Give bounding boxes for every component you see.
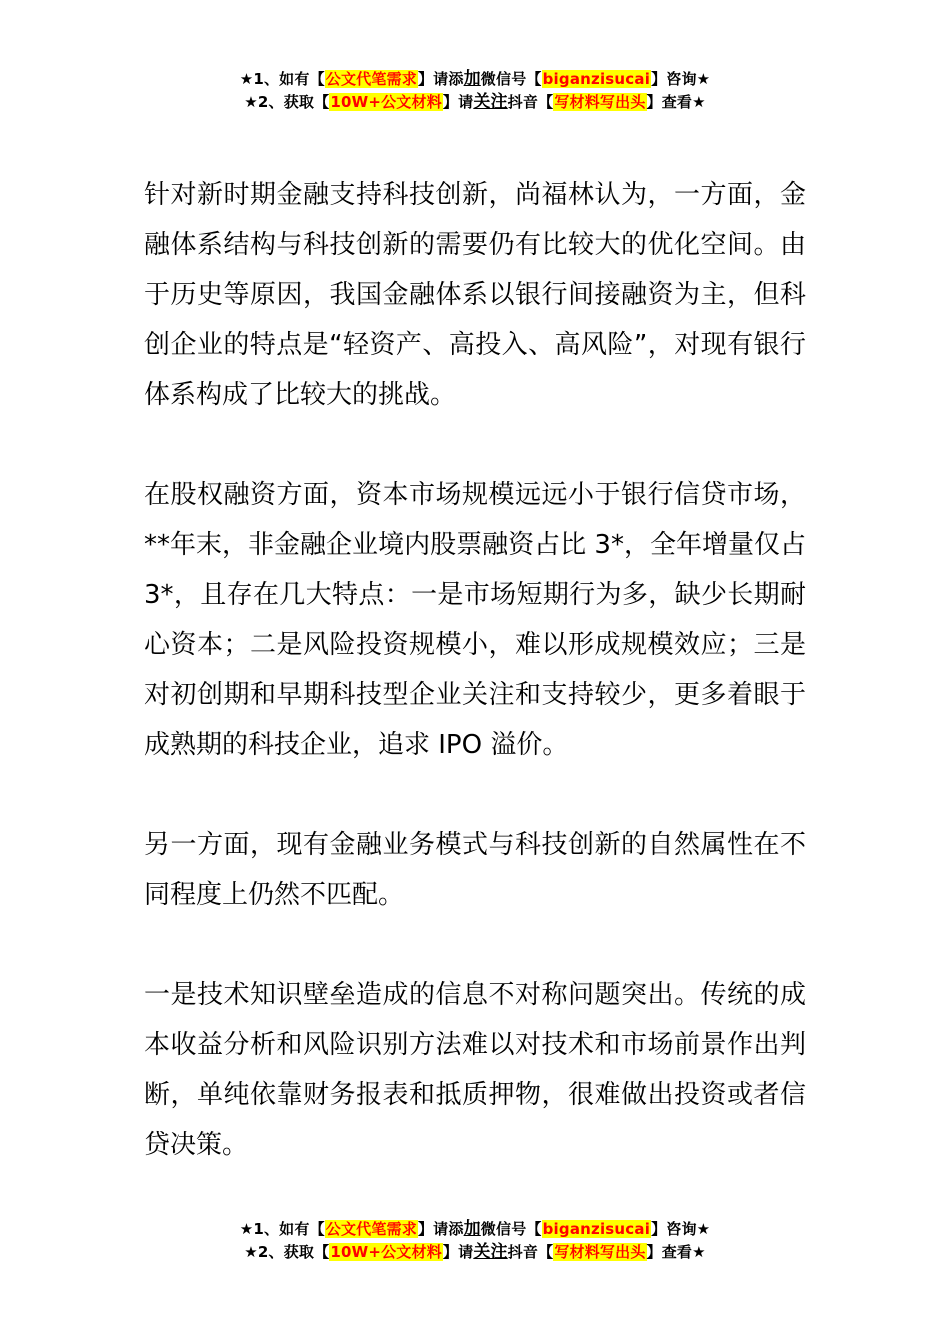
footer-line-1-highlight-wechat: biganzisucai <box>542 1220 651 1238</box>
footer-line-2-highlight-materials: 10W+公文材料 <box>330 1243 442 1261</box>
banner-line-2-highlight-douyin: 写材料写出头 <box>554 93 646 111</box>
footer-line-2-highlight-douyin: 写材料写出头 <box>554 1243 646 1261</box>
footer-line-2-prefix: ★2、获取【 <box>244 1243 330 1261</box>
paragraph-2: 在股权融资方面，资本市场规模远远小于银行信贷市场，**年末，非金融企业境内股票融资占比 3*，全年增量仅占 3*，且存在几大特点：一是市场短期行为多，缺少长期耐心资本；二是风险投资规模小，难以形成规模效应；三是对初创期和早期科技型企业关注和支持较少，更多着眼于成熟期的科技企业，追求 IPO 溢价。 <box>144 480 806 760</box>
footer-banner <box>0 1218 950 1264</box>
footer-banner-line-2 <box>0 1241 950 1264</box>
footer-line-1-mid2: 微信号【 <box>480 1220 542 1238</box>
banner-line-1-prefix: ★1、如有【 <box>239 70 325 88</box>
footer-line-2-mid: 】请 <box>442 1243 474 1261</box>
banner-line-2 <box>0 91 950 114</box>
banner-line-1 <box>0 68 950 91</box>
footer-banner-line-1 <box>0 1218 950 1241</box>
footer-line-2-suffix: 】查看★ <box>646 1243 706 1261</box>
footer-line-2-mid2: 抖音【 <box>507 1243 554 1261</box>
banner-line-1-emphasis: 加 <box>463 69 481 89</box>
banner-line-2-highlight-materials: 10W+公文材料 <box>330 93 442 111</box>
paragraph-4: 一是技术知识壁垒造成的信息不对称问题突出。传统的成本收益分析和风险识别方法难以对技术和市场前景作出判断，单纯依靠财务报表和抵质押物，很难做出投资或者信贷决策。 <box>144 980 806 1160</box>
banner-line-1-suffix: 】咨询★ <box>651 70 711 88</box>
footer-line-2-emphasis: 关注 <box>473 1242 508 1262</box>
banner-line-2-mid2: 抖音【 <box>507 93 554 111</box>
document-body <box>144 170 806 1220</box>
footer-line-1-prefix: ★1、如有【 <box>239 1220 325 1238</box>
footer-line-1-emphasis: 加 <box>463 1219 481 1239</box>
header-banner <box>0 68 950 114</box>
paragraph-1: 针对新时期金融支持科技创新，尚福林认为，一方面，金融体系结构与科技创新的需要仍有比较大的优化空间。由于历史等原因，我国金融体系以银行间接融资为主，但科创企业的特点是“轻资产、高投入、高风险”，对现有银行体系构成了比较大的挑战。 <box>144 180 806 410</box>
banner-line-2-suffix: 】查看★ <box>646 93 706 111</box>
footer-line-1-mid: 】请添 <box>417 1220 464 1238</box>
banner-line-2-prefix: ★2、获取【 <box>244 93 330 111</box>
footer-line-1-suffix: 】咨询★ <box>651 1220 711 1238</box>
banner-line-2-emphasis: 关注 <box>473 92 508 112</box>
banner-line-1-highlight-service: 公文代笔需求 <box>325 70 417 88</box>
banner-line-1-mid: 】请添 <box>417 70 464 88</box>
footer-line-1-highlight-service: 公文代笔需求 <box>325 1220 417 1238</box>
paragraph-3: 另一方面，现有金融业务模式与科技创新的自然属性在不同程度上仍然不匹配。 <box>144 830 806 910</box>
banner-line-1-mid2: 微信号【 <box>480 70 542 88</box>
banner-line-2-mid: 】请 <box>442 93 474 111</box>
banner-line-1-highlight-wechat: biganzisucai <box>542 70 651 88</box>
